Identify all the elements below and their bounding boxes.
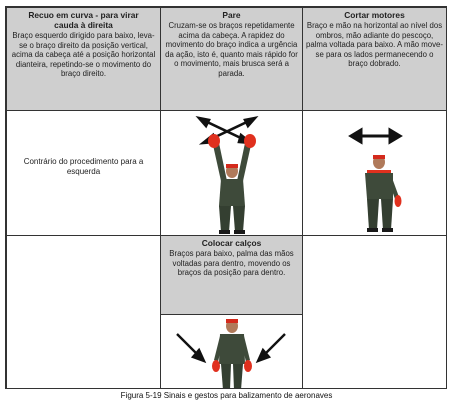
cell-empty-right <box>302 235 447 389</box>
calcos-illustration <box>161 314 303 389</box>
pare-title: Pare <box>222 10 241 20</box>
cell-pare-header <box>160 7 303 111</box>
inward-arrow-left-icon <box>177 334 204 361</box>
double-headed-arrow-icon <box>351 130 400 142</box>
calcos-description: Braços para baixo, palma das mãos voltadas para dentro, movendo os braços da posição para dentro. <box>169 249 294 278</box>
cortar-title: Cortar motores <box>344 10 405 20</box>
cell-calcos <box>160 235 303 389</box>
cell-cortar-figure <box>302 110 447 236</box>
cell-cortar-header <box>302 7 447 111</box>
soldier-cortar-figure <box>365 155 402 232</box>
contrario-text: Contrário do procedimento para a esquerda <box>23 157 144 176</box>
cell-recuo-header <box>6 7 161 111</box>
inward-arrow-right-icon <box>258 334 285 361</box>
cell-empty-left <box>6 235 161 389</box>
cortar-illustration <box>303 111 447 236</box>
cortar-description: Braço e mão na horizontal ao nível dos ombros, mão adiante do pescoço, palma voltada para baixo. A mão move-se para os lados permanecendo o braço dobrado. <box>306 21 443 69</box>
cell-contrario <box>6 110 161 236</box>
soldier-calcos-figure <box>212 319 252 389</box>
recuo-title: Recuo em curva - para virar cauda à direita <box>28 10 139 30</box>
calcos-title: Colocar calços <box>201 238 262 248</box>
signals-table <box>5 6 447 389</box>
pare-description: Cruzam-se os braços repetidamente acima da cabeça. A rapidez do movimento do braço indica a urgência da ação, isto é, quanto mais rápido for o movimento, mais brusca será a parada. <box>165 21 298 78</box>
pare-illustration <box>161 111 303 236</box>
calcos-header <box>161 236 302 315</box>
recuo-description: Braço esquerdo dirigido para baixo, leva-se o braço direito da posição vertical, acima da cabeça até a posição horizontal dianteira, repetindo-se o movimento do braço direito. <box>11 31 156 79</box>
figure-caption: Figura 5-19 Sinais e gestos para balizamento de aeronaves <box>120 391 333 400</box>
soldier-pare-figure <box>208 134 256 234</box>
cell-pare-figure <box>160 110 303 236</box>
